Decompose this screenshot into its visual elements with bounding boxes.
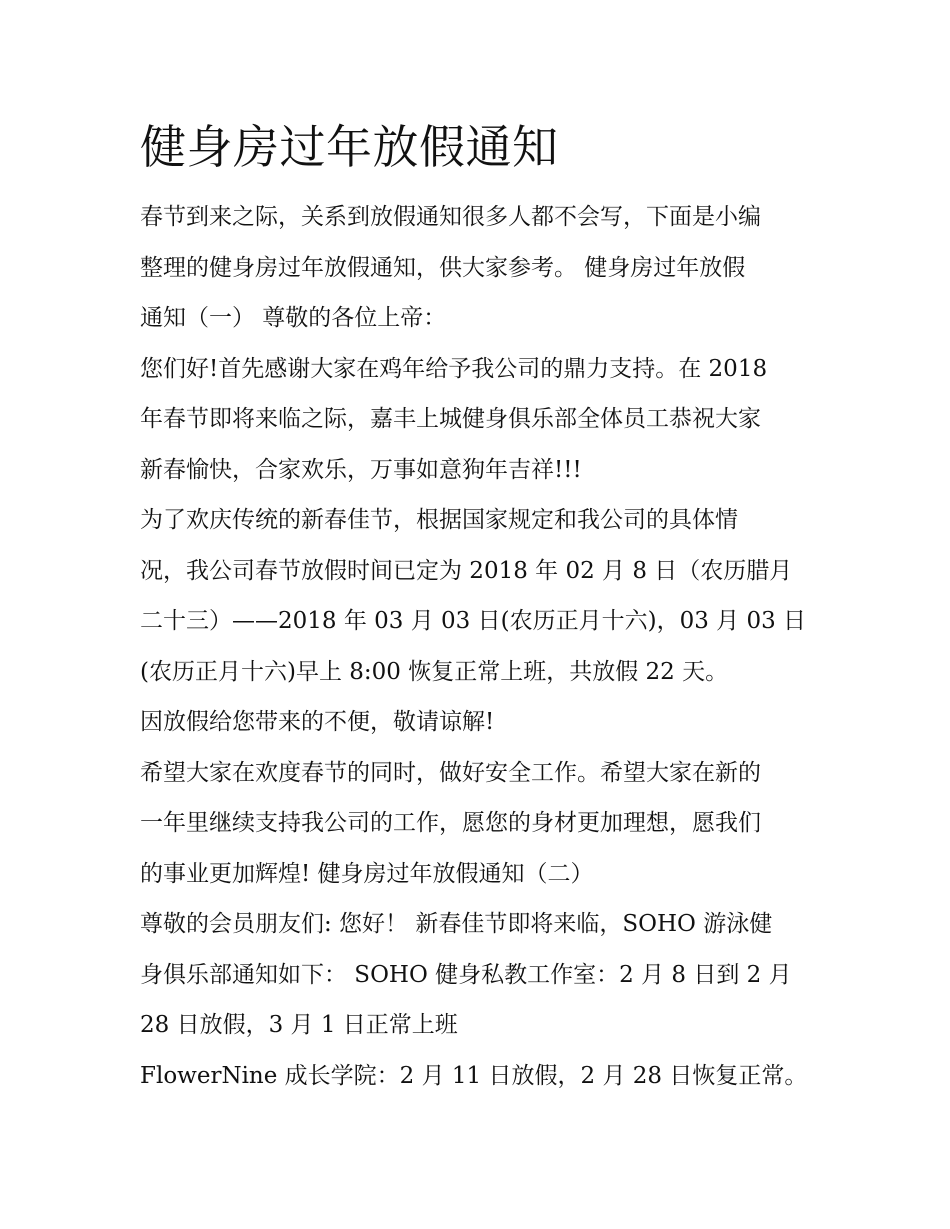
body-line: 一年里继续支持我公司的工作，愿您的身材更加理想，愿我们	[140, 810, 761, 836]
body-line: 希望大家在欢度春节的同时，做好安全工作。希望大家在新的	[140, 759, 761, 786]
body-line: 整理的健身房过年放假通知，供大家参考。 健身房过年放假	[140, 254, 746, 281]
document-content	[140, 118, 830, 1101]
body-line: 通知（一） 尊敬的各位上帝：	[140, 305, 447, 331]
body-line: 尊敬的会员朋友们: 您好！ 新春佳节即将来临，SOHO 游泳健	[140, 911, 773, 937]
body-line: 身俱乐部通知如下： SOHO 健身私教工作室：2 月 8 日到 2 月	[140, 961, 792, 988]
body-line: 为了欢庆传统的新春佳节，根据国家规定和我公司的具体情	[140, 507, 738, 533]
body-line: 因放假给您带来的不便，敬请谅解!	[140, 709, 495, 735]
body-line: 年春节即将来临之际，嘉丰上城健身俱乐部全体员工恭祝大家	[140, 406, 761, 432]
body-line: 新春愉快，合家欢乐，万事如意狗年吉祥!!!	[140, 456, 582, 483]
body-line: 况，我公司春节放假时间已定为 2018 年 02 月 8 日（农历腊月	[140, 557, 793, 584]
body-line: (农历正月十六)早上 8:00 恢复正常上班，共放假 22 天。	[140, 658, 729, 685]
body-line: 二十三）——2018 年 03 月 03 日(农历正月十六)，03 月 03 日	[140, 608, 807, 634]
document-title: 健身房过年放假通知	[140, 120, 559, 174]
body-line: FlowerNine 成长学院：2 月 11 日放假，2 月 28 日恢复正常。	[140, 1062, 808, 1089]
body-line: 春节到来之际，关系到放假通知很多人都不会写，下面是小编	[140, 204, 761, 230]
document-body	[140, 192, 830, 1101]
body-line: 的事业更加辉煌! 健身房过年放假通知（二）	[140, 860, 594, 887]
body-line: 您们好!首先感谢大家在鸡年给予我公司的鼎力支持。在 2018	[140, 355, 768, 382]
body-line: 28 日放假，3 月 1 日正常上班	[140, 1012, 458, 1038]
